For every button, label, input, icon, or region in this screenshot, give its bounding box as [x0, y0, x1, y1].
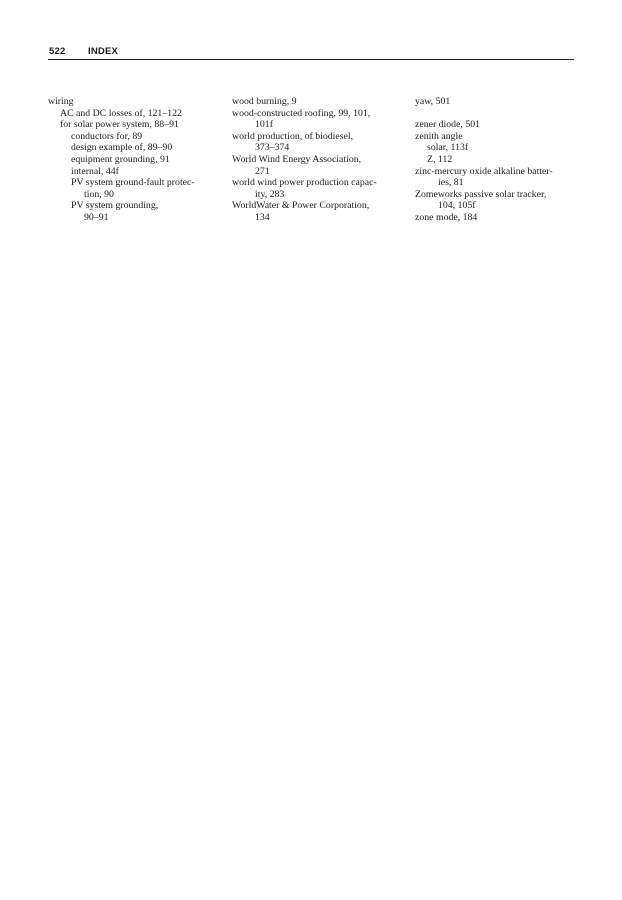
index-entry: internal, 44f — [71, 165, 119, 177]
running-header — [48, 46, 574, 60]
index-entry: zener diode, 501 — [415, 119, 481, 131]
index-entry: Z, 112 — [427, 153, 453, 165]
index-entry: world wind power production capac- — [232, 177, 377, 189]
index-entry: AC and DC losses of, 121–122 — [60, 107, 182, 119]
index-column-2 — [232, 96, 402, 224]
index-entry: wood-constructed roofing, 99, 101, — [232, 107, 371, 119]
index-column-3 — [415, 96, 585, 224]
index-entry: PV system grounding, — [71, 200, 159, 212]
index-entry: conductors for, 89 — [71, 130, 143, 142]
index-entry: ies, 81 — [438, 177, 464, 189]
page-number: 522 — [49, 46, 66, 57]
index-entry: 271 — [255, 165, 270, 177]
index-entry: zinc-mercury oxide alkaline batter- — [415, 165, 553, 177]
index-entry: WorldWater & Power Corporation, — [232, 200, 370, 212]
index-entry: wood burning, 9 — [232, 96, 297, 107]
index-entry: 101f — [255, 119, 273, 131]
index-entry: PV system ground-fault protec- — [71, 177, 195, 189]
index-column-1 — [48, 96, 218, 224]
index-entry: World Wind Energy Association, — [232, 153, 362, 165]
index-entry: wiring — [48, 96, 74, 107]
index-entry: 90–91 — [84, 211, 109, 223]
index-entry: world production, of biodiesel, — [232, 130, 354, 142]
index-entry: zenith angle — [415, 130, 463, 142]
index-gap — [415, 108, 585, 120]
index-entry: 104, 105f — [438, 200, 476, 212]
index-entry: solar, 113f — [427, 142, 469, 154]
index-entry: for solar power system, 88–91 — [60, 119, 179, 131]
index-entry: tion, 90 — [84, 188, 114, 200]
index-entry: Zomeworks passive solar tracker, — [415, 188, 547, 200]
index-entry: ity, 283 — [255, 188, 285, 200]
index-entry: 134 — [255, 211, 270, 223]
index-entry: 373–374 — [255, 142, 290, 154]
index-entry: equipment grounding, 91 — [71, 153, 170, 165]
index-entry: zone mode, 184 — [415, 211, 478, 223]
index-entry: design example of, 89–90 — [71, 142, 173, 154]
index-entry: yaw, 501 — [415, 96, 451, 107]
section-title: INDEX — [88, 46, 119, 57]
